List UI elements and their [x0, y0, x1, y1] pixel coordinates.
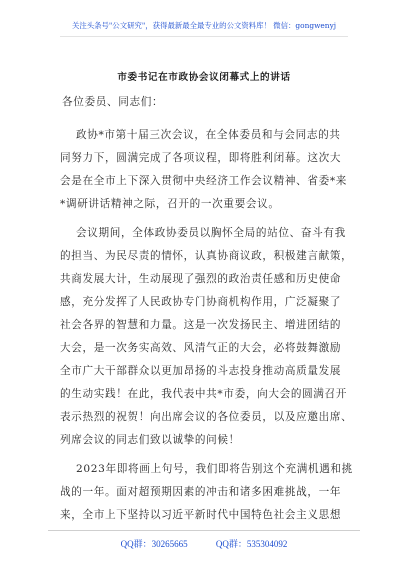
body-line: 同努力下，圆满完成了各项议程，即将胜利闭幕。这次大	[60, 152, 342, 164]
body-line: 列席会议的同志们致以诚挚的问候！	[60, 434, 240, 446]
body-line: 来，全市上下坚持以习近平新时代中国特色社会主义思想	[60, 509, 342, 521]
footer-divider	[48, 530, 360, 531]
body-line: 社会各界的智慧和力量。这是一次发扬民主、增进团结的	[60, 319, 342, 331]
body-line: 政协*市第十届三次会议，在全体委员和与会同志的共	[76, 129, 341, 141]
body-line: 共商发展大计，生动展现了强烈的政治责任感和历史使命	[60, 273, 342, 285]
body-line: 会是在全市上下深入贯彻中央经济工作会议精神、省委*来	[60, 175, 348, 187]
qq-group-2: QQ群：535304092	[215, 539, 288, 549]
body-line: 全市广大干部群众以更加昂扬的斗志投身推动高质量发展	[60, 365, 342, 377]
footer	[0, 537, 408, 550]
body-line: 的担当、为民尽责的情怀，认真协商议政，积极建言献策，	[60, 250, 353, 262]
body-line: 会议期间，全体政协委员以胸怀全局的站位、奋斗有我	[76, 227, 346, 239]
document-title: 市委书记在市政协会议闭幕式上的讲话	[117, 72, 291, 83]
salutation: 各位委员、同志们：	[62, 96, 164, 108]
qq-group-1: QQ群：30265665	[120, 539, 188, 549]
body-line: 的生动实践！在此，我代表中共*市委，向大会的圆满召开	[60, 388, 348, 400]
header-note: 关注头条号"公文研究"，获得最新最全最专业的公文资料库！ 微信：gongwenyj	[71, 21, 337, 30]
body-line: 感，充分发挥了人民政协专门协商机构作用，广泛凝聚了	[60, 296, 342, 308]
body-line: *调研讲话精神之际，召开的一次重要会议。	[60, 198, 280, 210]
body-line: 表示热烈的祝贺！向出席会议的各位委员，以及应邀出席、	[60, 411, 353, 423]
body-line: 战的一年。面对超预期因素的冲击和诸多困难挑战，一年	[60, 486, 342, 498]
body-line: 大会，是一次务实高效、风清气正的大会，必将鼓舞激励	[60, 342, 342, 354]
header-divider	[60, 36, 348, 37]
body-line: 2023年即将画上句号，我们即将告别这个充满机遇和挑	[76, 463, 353, 475]
